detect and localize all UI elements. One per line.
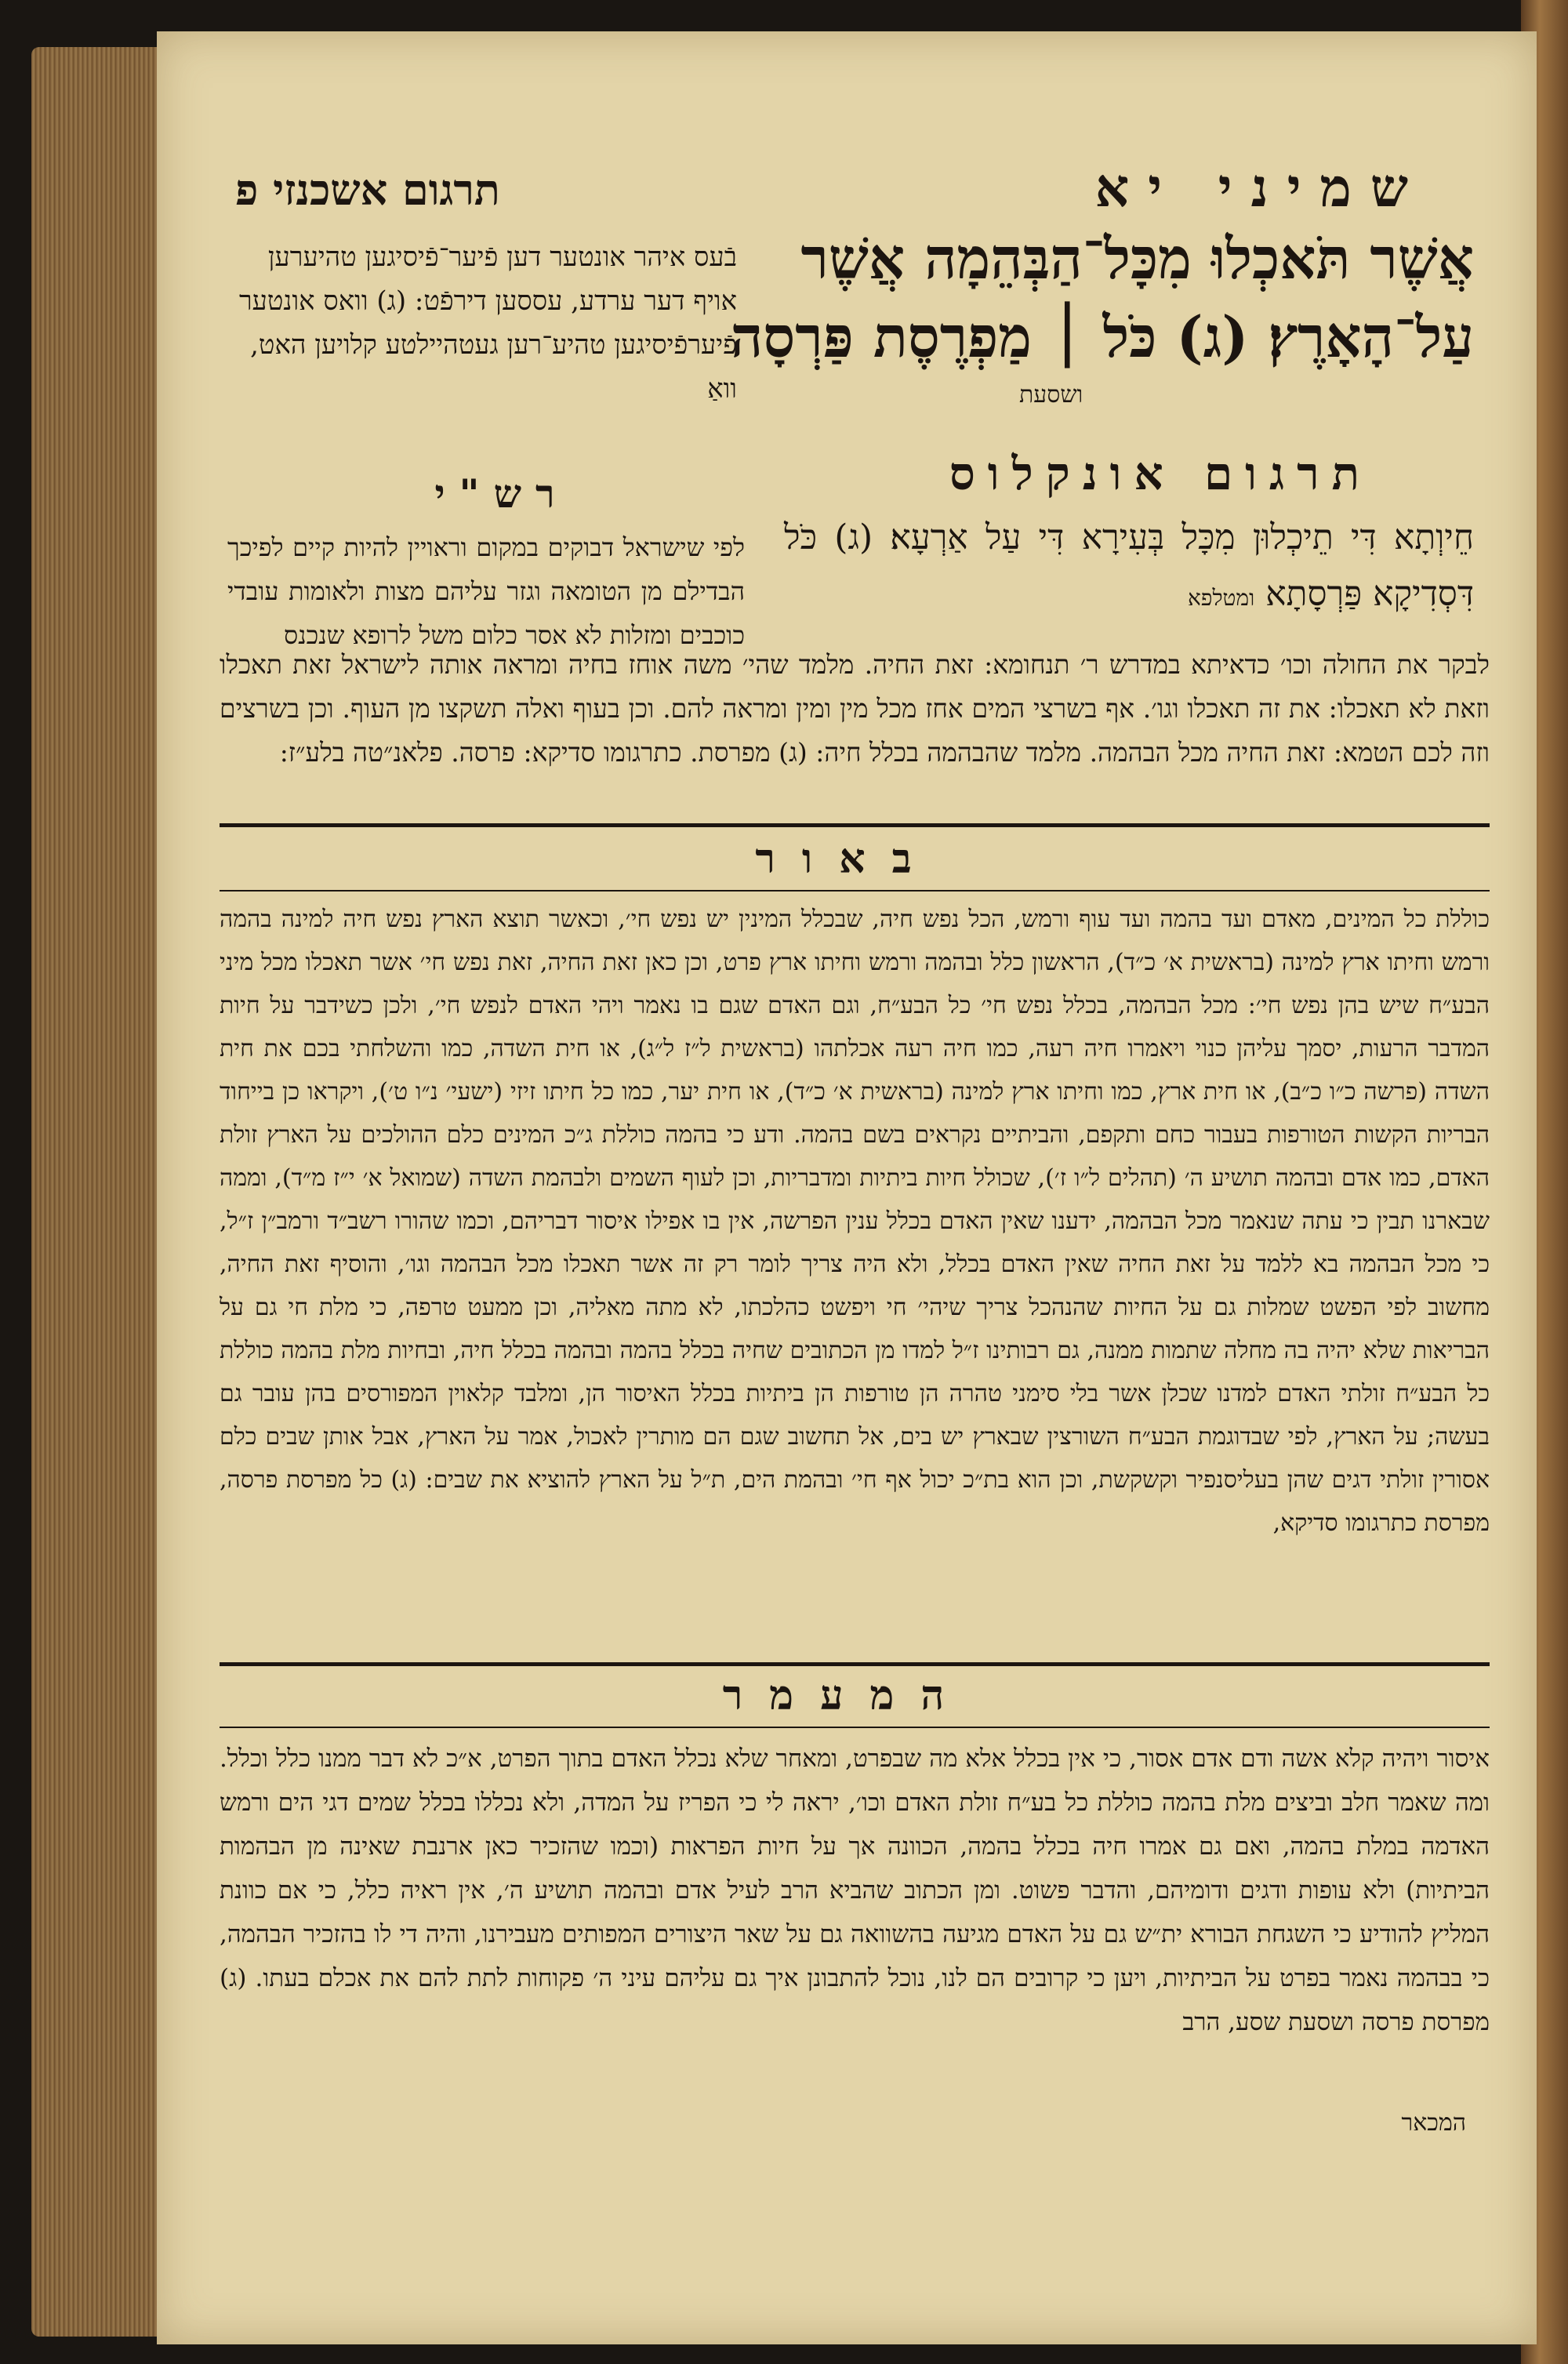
onkelos-catchword: ומטלפא (1187, 585, 1255, 611)
torah-verse (730, 220, 1474, 409)
divider-rule (220, 1727, 1490, 1728)
verse-line-1: אֲשֶׁר תֹּאכְלוּ מִכָּל־הַבְּהֵמָה אֲשֶׁר (800, 225, 1474, 292)
divider-rule (220, 890, 1490, 891)
hameamer-commentary: איסור ויהיה קלא אשה ודם אדם אסור, כי אין בכלל אלא מה שבפרט, ומאחר שלא נכלל האדם בתוך הפרט, א״כ לא דבר ממנו כלל וכלל. ומה שאמר חלב וביצים מלת בהמה כוללת כל בע״ח זולת האדם וכו׳, יראה לי כי הפריז על המדה, ולא נכללו בכלל שמים דגי הים ורמש האדמה במלת בהמה, ואם גם אמרו חיה בכלל בהמה, הכוונה אך על חיות הפראות (וכמו שהזכיר כאן ארנבת שאינה מן הבהמות הביתיות) ולא עופות ודגים ודומיהם, והדבר פשוט. ומן הכתוב שהביא הרב לעיל אדם ובהמה תושיע ה׳, אין ראיה כלל, כי אם כוונת המליץ להודיע כי השגחת הבורא ית״ש גם על האדם מגיעה בהשוואה גם על שאר היצורים המפותים מעבירנו, והיה די לו בהזכיר הבהמה, כי בבהמה נאמר בפרט על הביתיות, ויען כי קרובים הם לנו, נוכל להתבונן איך גם עליהם עיני ה׳ פקוחות לתת להם את אכלם בעתו. (ג) מפרסת פרסה ושסעת שסע, הרב (220, 1745, 1490, 2036)
biur-heading: באור (755, 835, 938, 883)
rashi-commentary: לפי שישראל דבוקים במקום וראויין להיות קיים לפיכך הבדילם מן הטומאה וגזר עליהם מצות ולאומות עובדי כוכבים ומזלות לא אסר כלום משל לרופא שנכנס (227, 532, 745, 650)
rashi-heading: רש"י (434, 470, 569, 517)
parasha-header: שמיני יא (1094, 157, 1427, 220)
onkelos-translation (784, 510, 1474, 626)
verse-catchword: ושסעת (1019, 381, 1083, 409)
rashi-continuation: לבקר את החולה וכו׳ כדאיתא במדרש ר׳ תנחומא: זאת החיה. מלמד שהי׳ משה אוחז בחיה ומראה אותה לישראל זאת תאכלו וזאת לא תאכלו: את זה תאכלו וגו׳. אף בשרצי המים אחז מכל מין ומין ומראה להם. וכן בעוף ואלה תשקצו מן העוף. וכן בשרצים וזה לכם הטמא: זאת החיה מכל הבהמה. מלמד שהבהמה בכלל חיה: (ג) מפרסת. כתרגומו סדיקא: פרסה. פלאנ״טה בלע״ז: (220, 649, 1490, 768)
biur-commentary: כוללת כל המינים, מאדם ועד בהמה ועד עוף ורמש, הכל נפש חיה, שבכלל המינין יש נפש חי׳, וכאשר תוצא הארץ נפש חיה למינה בהמה ורמש וחיתו ארץ למינה (בראשית א׳ כ״ד), הראשון כלל ובהמה ורמש וחיתו ארץ פרט, וכן כאן זאת החיה, זאת נפש חי׳ אשר תאכלו מכל מיני הבע״ח שיש בהן נפש חי׳: מכל הבהמה, בכלל נפש חי׳ כל הבע״ח, וגם האדם שגם בו נאמר ויהי האדם לנפש חי׳, ולכן כשידבר על חיות המדבר הרעות, יסמך עליהן כנוי ויאמרו חיה רעה, כמו חיה רעה אכלתהו (בראשית ל״ז ל״ג), או חית השדה, כמו והשלחתי בכם את חית השדה (פרשה כ״ו כ״ב), או חית ארץ, כמו וחיתו ארץ למינה (בראשית א׳ כ״ד), או חית יער, כמו כל חיתו זיזי (ישעי׳ נ״ו ט׳), ויקראו כן בייחוד הבריות הקשות הטורפות בעבור כחם ותקפם, והביתיים נקראים בשם בהמה. ודע כי בהמה כוללת ג״כ המינים כלם ההולכים על הארץ זולת האדם, כמו אדם ובהמה תושיע ה׳ (תהלים ל״ו ז׳), שכולל חיות ביתיות ומדבריות, וכן לעוף השמים ולבהמת השדה (שמואל א׳ י״ז מ״ד), וממה שבארנו תבין כי עתה שנאמר מכל הבהמה, ידענו שאין האדם בכלל ענין הפרשה, אין בו אפילו איסור דבריהם, וכמו שהורו רשב״ד ורמב״ן ז״ל, כי מכל הבהמה בא ללמד על זאת החיה שאין האדם בכלל, ולא היה צריך לומר רק זה אשר תאכלו מכל הבהמה וגו׳, והוסיף זאת החיה, מחשוב לפי הפשט שמלות גם על החיות שהנהכל צריך שיהי׳ חי ויפשט כהלכתו, לא מתה מאליה, וכן ממעט טרפה, כי מלת חי גם על הבריאות שלא יהיה בה מחלה שתמות ממנה, גם רבותינו ז״ל למדו מן הכתובים שחיה בכלל בהמה ובהמה בכלל חיה, ובחיות מלת בהמה כוללת כל הבע״ח זולתי האדם למדנו שכלן אשר בלי סימני טהרה הן טורפות הן ביתיות בכלל האיסור הן, ומלבד קלאוין המפורסים בהן עובר גם בעשה; על הארץ, לפי שבדוגמת הבע״ח השורצין שבארץ יש בים, אל תחשוב שגם הם מותרין לאכול, אמר על הארץ, אבל אותן שבים כלם אסורין זולתי דגים שהן בעליסנפיר וקשקשת, וכן הוא בת״כ יכול אף חי׳ ובהמת הים, ת״ל על הארץ להוציא את שבים: (ג) כל מפרסת פרסה, מפרסת כתרגומו סדיקא, (220, 906, 1490, 1537)
page-content (204, 133, 1490, 2141)
verse-line-2: עַל־הָאָרֶץ׃ (ג) כֹּל ׀ מַפְרֶסֶת פַּרְסָה (730, 303, 1474, 370)
onkelos-text: חֵיוְתָא דִּי תֵיכְלוּן מִכָּל בְּעִירָא דִּי עַל אַרְעָא׃ (ג) כֹּל דִּסְדִיקָא פַּרְסָתָא (784, 517, 1474, 614)
book-page-edges (31, 47, 172, 2337)
yiddish-translation: בֿעס איהר אונטער דען פֿיער־פֿיסיגען טהיערען אויף דער ערדע, עססען דירפֿט: (ג) וואס אונטער פֿיערפֿיסיגען טהיע־רען געטהיילטע קלויען האט, וואַ (238, 241, 737, 405)
page-title-header: תרגום אשכנזי פ (235, 165, 500, 215)
divider-rule (220, 1662, 1490, 1666)
onkelos-heading: תרגום אונקלוס (949, 447, 1372, 500)
catchword: המכאר (1401, 2109, 1466, 2137)
hameamer-heading: המעמר (722, 1672, 971, 1719)
divider-rule (220, 823, 1490, 827)
running-header (204, 157, 1490, 227)
